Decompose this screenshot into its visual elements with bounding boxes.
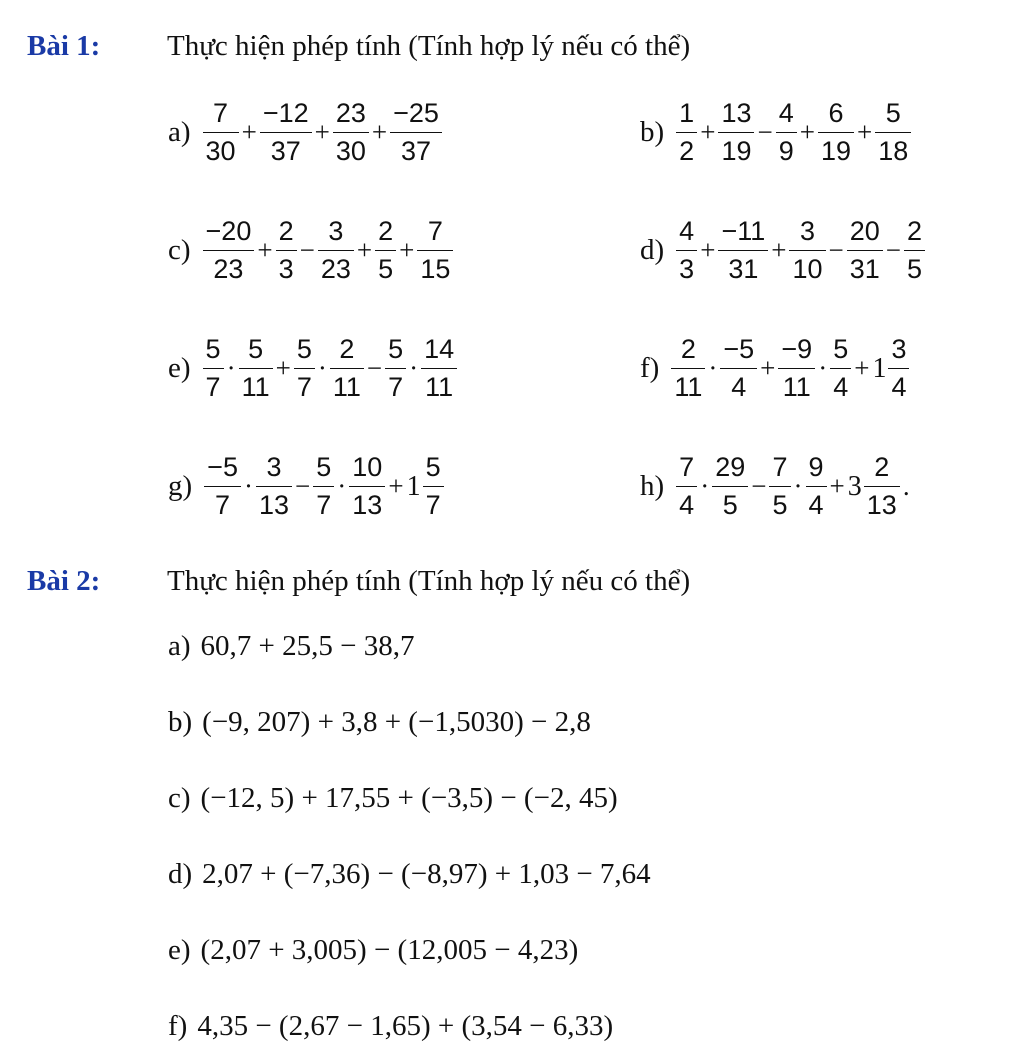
bai1-heading <box>27 30 927 70</box>
numerator: 5 <box>388 334 404 364</box>
numerator: −5 <box>723 334 755 364</box>
numerator: 2 <box>339 334 355 364</box>
mixed-whole-part: 3 <box>847 470 862 502</box>
denominator: 3 <box>679 254 695 284</box>
operator: − <box>828 235 844 265</box>
denominator: 2 <box>679 136 695 166</box>
fraction <box>769 454 790 519</box>
denominator: 30 <box>205 136 236 166</box>
denominator: 9 <box>778 136 794 166</box>
numerator: 2 <box>874 452 890 482</box>
fraction <box>203 100 239 165</box>
operator: + <box>275 353 291 383</box>
decimal-expression: (2,07 + 3,005) − (12,005 − 4,23) <box>200 934 579 966</box>
numerator: 10 <box>352 452 383 482</box>
numerator: 4 <box>778 98 794 128</box>
operator: + <box>829 471 845 501</box>
operator: · <box>337 471 347 501</box>
bai1-title: Thực hiện phép tính (Tính hợp lý nếu có thể) <box>167 30 691 62</box>
fraction <box>313 454 334 519</box>
numerator: 5 <box>833 334 849 364</box>
operator: + <box>700 235 716 265</box>
denominator: 4 <box>679 490 695 520</box>
denominator: 11 <box>674 372 703 402</box>
operator: · <box>243 471 253 501</box>
denominator: 5 <box>722 490 738 520</box>
denominator: 11 <box>425 372 454 402</box>
bai2-item-f <box>168 1010 613 1043</box>
denominator: 3 <box>278 254 294 284</box>
numerator: −12 <box>262 98 309 128</box>
operator: + <box>857 117 873 147</box>
denominator: 23 <box>320 254 351 284</box>
fraction <box>203 336 224 401</box>
fraction-expression <box>201 336 460 401</box>
numerator: −5 <box>207 452 238 482</box>
bai1-item-b <box>640 100 913 165</box>
item-tag: c) <box>168 234 191 266</box>
bai2-item-e <box>168 934 578 967</box>
fraction <box>718 218 768 283</box>
numerator: 6 <box>828 98 844 128</box>
operator: · <box>409 353 419 383</box>
item-tag: d) <box>640 234 665 266</box>
numerator: 5 <box>205 334 221 364</box>
denominator: 4 <box>731 372 747 402</box>
numerator: 3 <box>799 216 815 246</box>
denominator: 4 <box>808 490 824 520</box>
denominator: 5 <box>907 254 923 284</box>
operator: + <box>399 235 415 265</box>
operator: + <box>371 117 388 147</box>
fraction-expression <box>201 218 456 283</box>
fraction <box>671 336 705 401</box>
numerator: 2 <box>907 216 923 246</box>
fraction <box>904 218 925 283</box>
fraction <box>778 336 815 401</box>
decimal-expression: (−9, 207) + 3,8 + (−1,5030) − 2,8 <box>202 706 591 738</box>
fraction <box>318 218 354 283</box>
decimal-expression: (−12, 5) + 17,55 + (−3,5) − (−2, 45) <box>200 782 618 814</box>
denominator: 31 <box>728 254 759 284</box>
fraction-expression <box>674 454 910 519</box>
denominator: 7 <box>296 372 312 402</box>
bai2-item-d <box>168 858 651 891</box>
numerator: 3 <box>891 334 907 364</box>
fraction <box>276 218 297 283</box>
numerator: 9 <box>808 452 824 482</box>
bai1-item-h <box>640 454 911 519</box>
item-tag: e) <box>168 352 191 384</box>
numerator: 7 <box>427 216 443 246</box>
operator: − <box>366 353 383 383</box>
numerator: 5 <box>316 452 332 482</box>
denominator: 37 <box>270 136 301 166</box>
fraction <box>847 218 883 283</box>
fraction <box>806 454 827 519</box>
bai2-item-c <box>168 782 618 815</box>
numerator: 5 <box>885 98 901 128</box>
fraction <box>818 100 854 165</box>
operator: − <box>295 471 311 501</box>
fraction <box>712 454 748 519</box>
numerator: 23 <box>335 98 366 128</box>
item-tag: f) <box>640 352 660 384</box>
fraction-expression <box>669 336 911 401</box>
numerator: 7 <box>213 98 229 128</box>
fraction <box>718 100 754 165</box>
operator: + <box>356 235 373 265</box>
numerator: −25 <box>393 98 439 128</box>
fraction <box>888 336 909 401</box>
numerator: 7 <box>772 452 788 482</box>
operator: + <box>388 471 404 501</box>
operator: . <box>902 471 910 501</box>
fraction <box>239 336 273 401</box>
numerator: 29 <box>715 452 746 482</box>
denominator: 30 <box>335 136 366 166</box>
bai1-item-c <box>168 218 455 283</box>
denominator: 23 <box>213 254 244 284</box>
denominator: 4 <box>891 372 907 402</box>
bai2-label: Bài 2: <box>27 565 101 597</box>
bai2-heading <box>27 565 927 605</box>
item-tag: h) <box>640 470 665 502</box>
bai1-item-d <box>640 218 927 283</box>
fraction <box>260 100 312 165</box>
denominator: 15 <box>420 254 451 284</box>
operator: + <box>241 117 257 147</box>
operator: − <box>885 235 902 265</box>
item-tag: c) <box>168 782 191 814</box>
operator: · <box>793 471 803 501</box>
fraction <box>423 454 444 519</box>
mixed-whole-part: 1 <box>872 352 887 384</box>
fraction <box>776 100 797 165</box>
fraction <box>333 100 369 165</box>
item-tag: d) <box>168 858 193 890</box>
operator: + <box>854 353 870 383</box>
fraction <box>349 454 385 519</box>
operator: + <box>760 353 776 383</box>
fraction <box>417 218 453 283</box>
denominator: 13 <box>866 490 897 520</box>
fraction <box>864 454 900 519</box>
denominator: 7 <box>316 490 332 520</box>
fraction <box>720 336 757 401</box>
denominator: 19 <box>820 136 852 166</box>
operator: · <box>226 353 236 383</box>
fraction <box>830 336 851 401</box>
item-tag: g) <box>168 470 193 502</box>
operator: + <box>799 117 815 147</box>
denominator: 7 <box>425 490 441 520</box>
fraction <box>875 100 911 165</box>
fraction <box>203 218 255 283</box>
fraction-expression <box>674 218 927 283</box>
denominator: 4 <box>833 372 849 402</box>
item-tag: f) <box>168 1010 188 1042</box>
fraction <box>256 454 292 519</box>
bai1-item-g <box>168 454 446 519</box>
numerator: 5 <box>248 334 264 364</box>
item-tag: b) <box>640 116 665 148</box>
fraction <box>385 336 406 401</box>
denominator: 37 <box>401 136 432 166</box>
numerator: 4 <box>679 216 695 246</box>
numerator: 3 <box>266 452 282 482</box>
denominator: 11 <box>782 372 811 402</box>
numerator: 5 <box>296 334 312 364</box>
bai2-item-a <box>168 630 415 663</box>
operator: · <box>708 353 718 383</box>
fraction <box>676 100 697 165</box>
numerator: 2 <box>378 216 394 246</box>
mixed-whole-part: 1 <box>406 470 421 502</box>
fraction-expression <box>202 454 445 519</box>
numerator: 2 <box>278 216 294 246</box>
operator: · <box>700 471 710 501</box>
denominator: 11 <box>332 372 361 402</box>
operator: · <box>317 353 327 383</box>
numerator: −11 <box>721 216 766 246</box>
numerator: −9 <box>781 334 813 364</box>
operator: − <box>757 117 773 147</box>
denominator: 11 <box>241 372 270 402</box>
denominator: 18 <box>878 136 909 166</box>
fraction <box>676 218 697 283</box>
bai2-item-b <box>168 706 591 739</box>
operator: − <box>751 471 767 501</box>
bai1-item-e <box>168 336 459 401</box>
fraction <box>789 218 825 283</box>
denominator: 5 <box>378 254 394 284</box>
decimal-expression: 4,35 − (2,67 − 1,65) + (3,54 − 6,33) <box>197 1010 614 1042</box>
numerator: 14 <box>424 334 455 364</box>
numerator: 5 <box>425 452 441 482</box>
fraction <box>375 218 396 283</box>
denominator: 7 <box>205 372 221 402</box>
numerator: 7 <box>679 452 695 482</box>
fraction-expression <box>201 100 444 165</box>
operator: + <box>314 117 330 147</box>
operator: + <box>771 235 787 265</box>
numerator: 13 <box>721 98 752 128</box>
bai1-item-a <box>168 100 444 165</box>
operator: + <box>700 117 716 147</box>
numerator: −20 <box>205 216 252 246</box>
numerator: 20 <box>849 216 880 246</box>
bai2-title: Thực hiện phép tính (Tính hợp lý nếu có thể) <box>167 565 691 597</box>
item-tag: a) <box>168 630 191 662</box>
fraction <box>204 454 241 519</box>
operator: + <box>257 235 273 265</box>
fraction <box>330 336 364 401</box>
numerator: 3 <box>328 216 344 246</box>
item-tag: b) <box>168 706 193 738</box>
fraction <box>294 336 315 401</box>
fraction-expression <box>674 100 913 165</box>
item-tag: a) <box>168 116 191 148</box>
numerator: 2 <box>680 334 696 364</box>
denominator: 5 <box>772 490 788 520</box>
denominator: 7 <box>388 372 404 402</box>
decimal-expression: 60,7 + 25,5 − 38,7 <box>200 630 415 662</box>
denominator: 19 <box>721 136 752 166</box>
fraction <box>421 336 457 401</box>
denominator: 7 <box>215 490 231 520</box>
bai1-item-f <box>640 336 911 401</box>
denominator: 13 <box>258 490 290 520</box>
denominator: 31 <box>849 254 880 284</box>
denominator: 13 <box>352 490 383 520</box>
item-tag: e) <box>168 934 191 966</box>
decimal-expression: 2,07 + (−7,36) − (−8,97) + 1,03 − 7,64 <box>202 858 651 890</box>
denominator: 10 <box>792 254 823 284</box>
fraction <box>676 454 697 519</box>
operator: · <box>818 353 828 383</box>
operator: − <box>299 235 315 265</box>
bai1-label: Bài 1: <box>27 30 101 62</box>
fraction <box>390 100 442 165</box>
numerator: 1 <box>679 98 695 128</box>
